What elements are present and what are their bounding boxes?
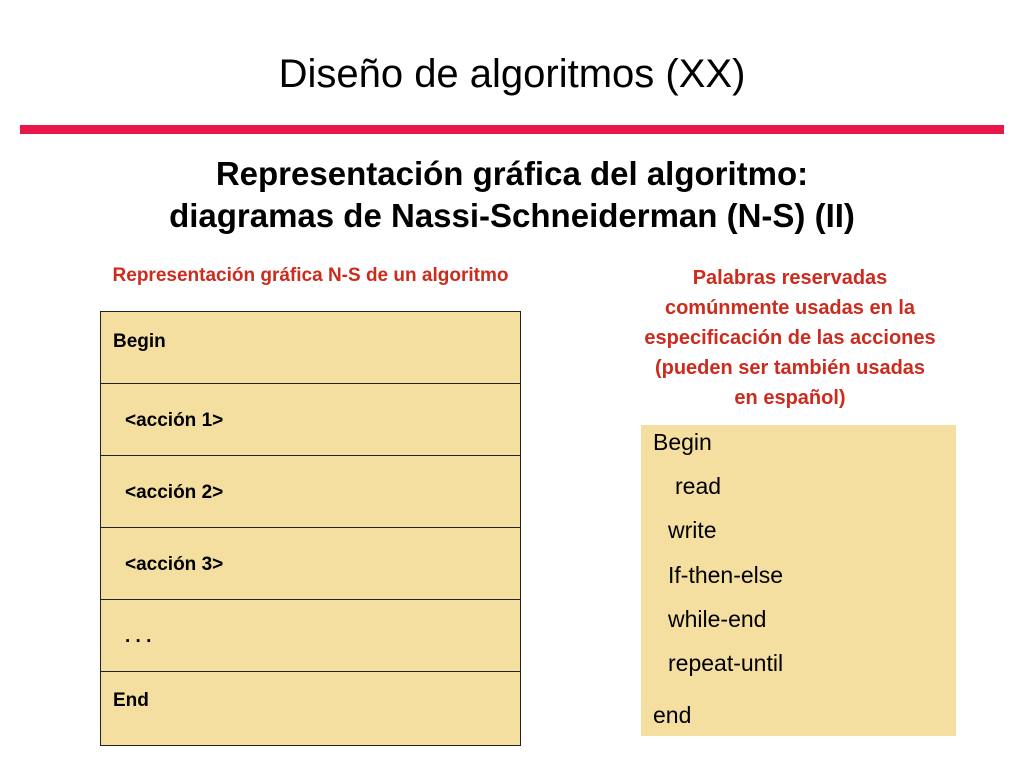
keyword-item: If-then-else [668,562,784,588]
ns-block-action [101,456,520,528]
keywords-caption-line: en español) [734,387,846,409]
keywords-box [641,425,956,736]
ns-block-label: <acción 1> [125,410,224,431]
keyword-item: end [653,702,692,728]
keyword-item: read [675,473,722,499]
ns-block-label: Begin [113,331,166,352]
keywords-caption-line: Palabras reservadas [692,267,888,289]
keyword-item: Begin [653,429,712,455]
ns-block-label: End [113,690,149,711]
keywords-caption-line: (pueden ser también usadas [654,357,926,379]
ns-block-label: . . . [125,626,152,647]
subtitle-line-2: diagramas de Nassi-Schneiderman (N-S) (II) [169,197,855,234]
keyword-item: while-end [668,606,767,632]
keywords-caption-line: especificación de las acciones [644,327,936,349]
ns-block-action [101,528,520,600]
ns-block-label: <acción 3> [125,554,224,575]
keywords-caption-line: comúnmente usadas en la [664,297,916,319]
slide-subtitle [0,153,1024,237]
keyword-item: write [668,517,717,543]
keywords-caption [595,263,985,413]
ns-diagram-caption: Representación gráfica N-S de un algoritmo [112,265,509,286]
ns-block-begin [101,312,520,384]
ns-diagram [100,311,521,746]
ns-block-action [101,384,520,456]
subtitle-line-1: Representación gráfica del algoritmo: [215,155,809,192]
ns-block-end [101,672,520,746]
ns-block-label: <acción 2> [125,482,224,503]
title-divider [20,125,1004,134]
slide-title: Diseño de algoritmos (XX) [278,52,746,96]
ns-block-ellipsis [101,600,520,672]
keyword-item: repeat-until [668,650,784,676]
